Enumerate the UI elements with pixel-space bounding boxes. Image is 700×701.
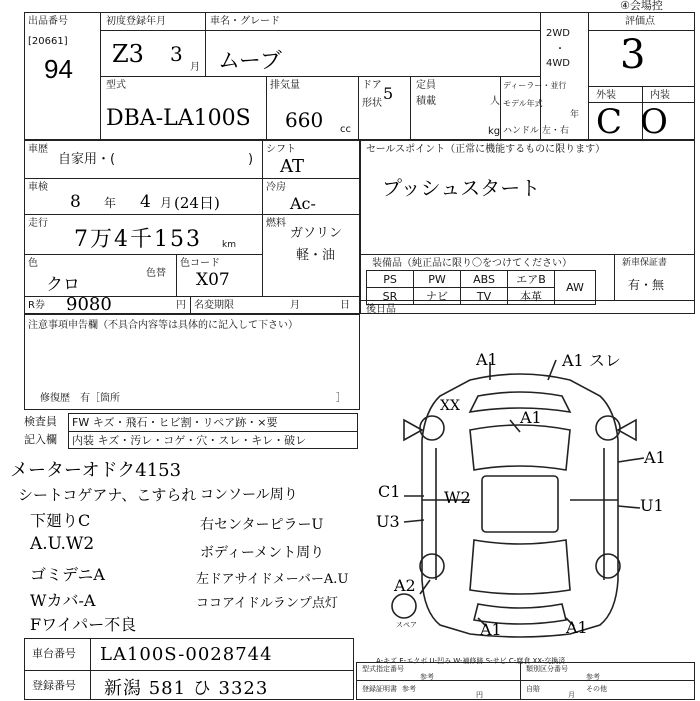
first-reg-label: 初度登録年月 (106, 16, 166, 27)
recycle-label: R券 (28, 300, 45, 311)
equipment-label: 装備品（純正品に限り〇をつけてください） (372, 258, 572, 269)
model-year-label: モデル年式 (503, 99, 543, 108)
equip-airbag: エアB (508, 271, 555, 288)
chassis-number: LA100S-0028744 (100, 644, 273, 665)
yen-unit: 円 (176, 300, 186, 311)
damage-left-door-front: C1 (378, 482, 401, 501)
note-line-4: A.U.W2 (30, 534, 95, 554)
notes-label: 注意事項申告欄（不具合内容等は具体的に記入して下さい） (28, 320, 298, 331)
note-line-11: 左ドアサイドメーバーA.U (196, 572, 349, 587)
sales-point-label: セールスポイント（正常に機能するものに限ります） (366, 144, 606, 155)
check-row-2: 内装 キズ・汚レ・コゲ・穴・スレ・キレ・破レ (72, 434, 307, 447)
other-label: その他 (586, 685, 607, 693)
fuel-gasoline: ガソリン (290, 226, 343, 241)
entry-label: 記入欄 (24, 433, 57, 446)
inspection-year-unit: 年 (104, 196, 117, 210)
damage-hood: A1 (520, 408, 542, 427)
usage-value: 自家用・( (58, 152, 116, 167)
score-value: 3 (620, 32, 646, 78)
class-number-label: 類別区分番号 (526, 665, 568, 673)
venue-copy-label: ④会場控 (620, 0, 663, 12)
note-line-8: コンソール周り (200, 487, 298, 503)
shift-label: シフト (266, 144, 296, 155)
color-label: 色 (28, 258, 38, 269)
mileage-unit: km (222, 240, 236, 250)
inspection-day: (24日) (174, 194, 220, 212)
door-value: 5 (383, 84, 394, 103)
load-label: 積載 (416, 96, 436, 107)
damage-left-door-rear: U3 (376, 512, 400, 531)
inspection-month: 4 (140, 192, 151, 212)
displacement-unit: cc (340, 124, 351, 135)
usage-close: ) (248, 152, 254, 167)
insurance-label: 自賠 (526, 685, 540, 693)
lot-sub: [20661] (28, 36, 68, 47)
note-line-12: ココアイドルランプ点灯 (196, 596, 338, 611)
exterior-label: 外装 (596, 90, 616, 101)
month-unit: 月 (190, 62, 200, 73)
repair-history-label: 修復歴 有［箇所 (40, 393, 120, 404)
limit-day: 日 (340, 300, 350, 311)
limit-month: 月 (290, 300, 300, 311)
displacement-value: 660 (285, 108, 324, 132)
fuel-diesel: 軽・油 (296, 248, 336, 263)
equip-pw: PW (414, 271, 461, 288)
footer-month: 月 (568, 691, 575, 699)
inspector-label: 検査員 (24, 415, 57, 428)
reg-cert-label: 登録証明書 (362, 685, 397, 693)
after-items-label: 後日品 (366, 304, 396, 315)
usage-label: 車歴 (28, 144, 48, 155)
score-label: 評価点 (625, 16, 655, 27)
equip-abs: ABS (461, 271, 508, 288)
exterior-grade: C (596, 102, 623, 142)
equip-navi: ナビ (414, 288, 461, 305)
reg-cert-sub: 参考 (402, 685, 416, 693)
note-line-2: シートコゲアナ、こすられ (18, 486, 197, 504)
check-row-1: FW キズ・飛石・ヒビ割・リペア跡・×要 (72, 416, 278, 429)
note-line-6: Wカバ-A (30, 591, 96, 610)
dealer-label: ディーラー・並行 (503, 81, 567, 90)
spare-label: スペア (396, 621, 417, 629)
inspection-month-unit: 月 (160, 196, 173, 210)
lot-number: 94 (44, 54, 73, 84)
capacity-unit: 人 (490, 96, 500, 107)
ac-value: Ac- (290, 194, 316, 213)
damage-right-door: U1 (640, 496, 664, 515)
equip-ps: PS (367, 271, 414, 288)
warranty-label: 新車保証書 (622, 258, 668, 268)
sales-point-value: プッシュスタート (382, 176, 541, 200)
inspection-year: 8 (70, 192, 81, 212)
color-code-label: 色コード (180, 258, 220, 269)
ac-label: 冷房 (266, 182, 286, 193)
type-designation-sub: 参考 (420, 673, 434, 681)
repair-history-close: ］ (336, 393, 346, 404)
mileage-value: 7万4千153 (74, 227, 202, 252)
warranty-value: 有・無 (628, 278, 665, 292)
first-reg-month: 3 (170, 42, 183, 66)
model-value: DBA-LA100S (106, 106, 251, 131)
mileage-label: 走行 (28, 218, 48, 229)
recycle-value: 9080 (66, 294, 112, 315)
class-number-sub: 参考 (586, 673, 600, 681)
damage-front-right: A1 スレ (562, 351, 621, 370)
color-code-value: X07 (196, 270, 230, 290)
note-line-1: メーターオドク4153 (10, 460, 182, 481)
note-line-10: ボディーメント周り (200, 545, 325, 561)
door-label: ドア (362, 80, 382, 91)
equip-aw: AW (555, 271, 596, 305)
registration-number: 新潟 581 ひ 3323 (104, 678, 269, 699)
shape-label: 形状 (362, 98, 382, 109)
handle-label: ハンドル 左・右 (503, 126, 569, 136)
type-designation-label: 型式指定番号 (362, 665, 404, 673)
drive-4wd: 4WD (546, 58, 570, 69)
car-name: ムーブ (218, 49, 282, 74)
note-line-3: 下廻りC (30, 511, 91, 530)
interior-grade: O (640, 102, 668, 142)
equip-leather: 本革 (508, 288, 555, 305)
capacity-label: 定員 (416, 80, 436, 91)
damage-right-fender: A1 (644, 448, 666, 467)
inspection-label: 車検 (28, 182, 48, 193)
lot-label: 出品番号 (28, 16, 68, 27)
color-change-label: 色替 (146, 268, 166, 279)
first-reg-year: Z3 (112, 40, 144, 68)
color-value: クロ (46, 275, 80, 295)
damage-windshield: XX (440, 398, 460, 414)
note-line-9: 右センターピラーU (200, 517, 324, 533)
damage-left-panel: W2 (444, 488, 471, 507)
equip-sr: SR (367, 288, 414, 305)
registration-label: 登録番号 (32, 679, 76, 692)
model-label: 型式 (106, 80, 126, 91)
name-grade-label: 車名・グレード (210, 16, 280, 27)
note-line-5: ゴミデニA (30, 565, 105, 584)
equip-tv: TV (461, 288, 508, 305)
drive-2wd: 2WD (546, 28, 570, 39)
footer-yen: 円 (476, 691, 483, 699)
damage-front-left: A1 (476, 350, 498, 369)
year-unit: 年 (570, 110, 580, 120)
displacement-label: 排気量 (270, 80, 300, 91)
chassis-label: 車台番号 (32, 647, 76, 660)
damage-rear-bumper-left: A1 (480, 620, 502, 639)
damage-rear-bumper-right: A1 (566, 618, 588, 637)
note-line-7: Fワイパー不良 (30, 615, 137, 634)
load-unit: kg (488, 126, 501, 137)
fuel-label: 燃料 (266, 218, 286, 229)
name-limit-label: 名変期限 (194, 300, 234, 311)
shift-value: AT (280, 156, 305, 177)
damage-legend: A-キズ E-エクボ U-凹み W-補修跡 S-サビ C-腐食 XX-交換済 (376, 657, 566, 665)
drive-dot: ・ (555, 44, 565, 55)
interior-label: 内装 (650, 90, 670, 101)
damage-rear-left: A2 (394, 576, 416, 595)
